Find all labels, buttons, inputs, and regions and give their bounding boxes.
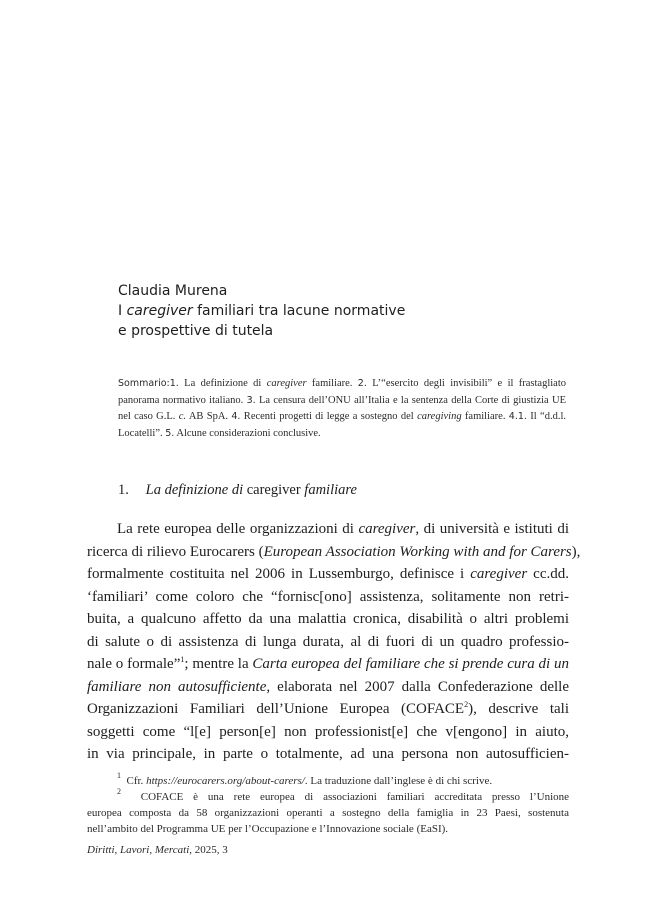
section-heading bbox=[118, 480, 568, 500]
journal-name: Diritti, Lavori, Mercati bbox=[87, 844, 190, 856]
footnote-1: $^1$ Cfr. https://eurocarers.org/about-carers/. La traduzione dall’inglese è di chi scrive. bbox=[117, 771, 493, 787]
author-name: Claudia Murena bbox=[118, 283, 228, 299]
title-italic-term: caregiver bbox=[126, 303, 193, 319]
summary-item-text: AB SpA. bbox=[186, 411, 232, 422]
summary-items bbox=[118, 378, 566, 439]
article-header bbox=[118, 281, 558, 341]
body-line: soggetti come “l[e] person[e] non professionist[e] che v[engono] in aiuto, bbox=[87, 723, 569, 740]
body-line: La rete europea delle organizzazioni di caregiver, di università e istituti di bbox=[117, 521, 569, 537]
summary-item-number: 3. bbox=[246, 394, 256, 406]
body-line: familiare non autosufficiente, elaborata nel 2007 dalla Confederazione delle bbox=[87, 678, 569, 695]
summary-item-text: L’“esercito degli invisibili” e il frastagliato panorama normativo italiano. bbox=[118, 378, 566, 406]
footnote-link: https://eurocarers.org/about-carers/ bbox=[146, 775, 305, 787]
summary-colon: : bbox=[166, 378, 170, 389]
summary-item-number: 1. bbox=[169, 378, 179, 389]
section-title-part: La definizione di bbox=[145, 482, 247, 498]
body-line: ‘familiari’ come coloro che “fornisc[ono] assistenza, solitamente non retri- bbox=[87, 588, 569, 605]
summary-item-number: 5. bbox=[165, 427, 175, 439]
body-line: ricerca di rilievo Eurocarers (European Association Working with and for Carers), bbox=[87, 543, 581, 560]
summary-item-number: 2. bbox=[357, 378, 367, 389]
summary-item-text: familiare. bbox=[306, 378, 358, 389]
summary-item-text: Alcune considerazioni conclusive. bbox=[174, 427, 321, 439]
footnote-ref: 2 bbox=[464, 700, 469, 709]
body-line: buita, a qualcuno affetto da una malattia cronica, disabilità o altri problemi bbox=[87, 611, 569, 627]
body-line: di salute o di assistenza di lunga durata, al di fuori di un quadro professio- bbox=[87, 633, 569, 650]
section-title-part: familiare bbox=[300, 482, 357, 498]
footnote-ref: 1 bbox=[180, 655, 185, 664]
summary-item-text: Il “d.d.l. Locatelli”. bbox=[118, 411, 566, 439]
summary-item-text: familiare. bbox=[461, 411, 509, 422]
article-title-line-2: e prospettive di tutela bbox=[118, 323, 274, 339]
footnote-2-cont: nell’ambito del Programma UE per l’Occupazione e l’Innovazione sociale (EaSI). bbox=[87, 823, 449, 835]
footnote-2-cont: europea composta da 58 organizzazioni operanti a sostegno della famiglia in 23 Paesi, sostenuta bbox=[87, 807, 569, 819]
footnote-2: $^2$ COFACE è una rete europea di associazioni familiari accreditata presso l’Unione bbox=[117, 787, 570, 803]
footnote-number: 2 bbox=[117, 787, 121, 796]
summary-item-text: Recenti progetti di legge a sostegno del bbox=[240, 411, 418, 422]
journal-issue: , 2025, 3 bbox=[189, 844, 228, 856]
journal-footer bbox=[87, 842, 228, 858]
summary-item-text: caregiver bbox=[266, 378, 307, 389]
body-paragraph bbox=[87, 518, 581, 766]
summary-item-text: c. bbox=[178, 411, 187, 422]
summary-item-number: 4.1. bbox=[508, 411, 527, 422]
summary-block bbox=[118, 376, 566, 442]
footnote-number: 1 bbox=[117, 771, 121, 780]
section-title-term: caregiver bbox=[246, 482, 301, 498]
body-line: in via principale, in parte o totalmente, ad una persona non autosufficien- bbox=[87, 746, 569, 762]
title-text: familiari tra lacune normative bbox=[192, 303, 406, 319]
body-line: formalmente costituita nel 2006 in Lussemburgo, definisce i caregiver cc.dd. bbox=[87, 566, 569, 582]
body-line: Organizzazioni Familiari dell’Unione Europea (COFACE$^2$), descrive tali bbox=[87, 700, 569, 717]
title-text: I bbox=[118, 303, 127, 319]
section-number: 1. bbox=[118, 482, 129, 498]
summary-item-text: La definizione di bbox=[178, 378, 267, 389]
summary-item-text: caregiving bbox=[417, 411, 462, 422]
article-title-line-1 bbox=[118, 301, 558, 321]
body-line: nale o formale”$^1$; mentre la Carta europea del familiare che si prende cura di un bbox=[87, 655, 570, 672]
summary-item-number: 4. bbox=[231, 411, 241, 422]
summary-label: Sommario bbox=[118, 378, 167, 389]
footnotes bbox=[87, 773, 569, 837]
summary-item-text: La censura dell’ONU all’Italia e la sentenza della Corte di giustizia UE nel caso G.L. bbox=[118, 394, 566, 422]
